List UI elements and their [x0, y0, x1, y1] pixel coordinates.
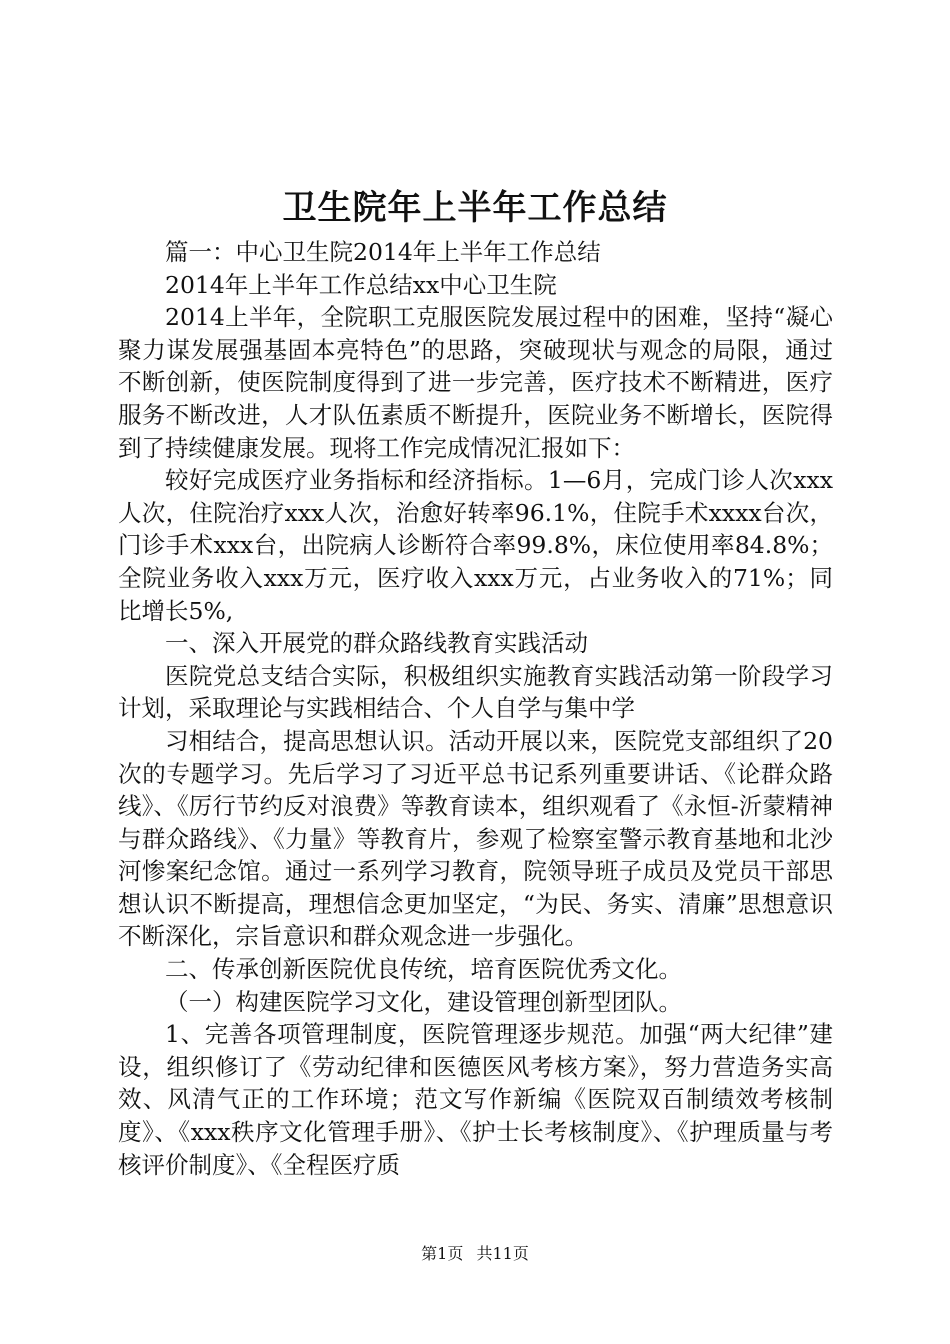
paragraph-management: 1、完善各项管理制度，医院管理逐步规范。加强“两大纪律”建设，组织修订了《劳动纪律和医德医风考核方案》，努力营造务实高效、风清气正的工作环境；范文写作新编《医院双百制绩效考核制度》、《xxx秩序文化管理手册》、《护士长考核制度》、《护理质量与考核评价制度》、《全程医疗质 — [118, 1020, 833, 1179]
document-body — [118, 236, 833, 1181]
page-footer — [0, 1243, 950, 1265]
subsection-heading-1: （一）构建医院学习文化，建设管理创新型团队。 — [165, 987, 682, 1016]
page-number: 第1页 — [421, 1244, 464, 1263]
page-title: 卫生院年上半年工作总结 — [282, 188, 668, 228]
paragraph-party-study-cont: 习相结合，提高思想认识。活动开展以来，医院党支部组织了20次的专题学习。先后学习了习近平总书记系列重要讲话、《论群众路线》、《厉行节约反对浪费》等教育读本，组织观看了《永恒-沂蒙精神与群众路线》、《力量》等教育片，参观了检察室警示教育基地和北沙河惨案纪念馆。通过一系列学习教育，院领导班子成员及党员干部思想认识不断提高，理想信念更加坚定，“为民、务实、清廉”思想意识不断深化，宗旨意识和群众观念进一步强化。 — [118, 726, 833, 951]
paragraph-intro: 2014上半年，全院职工克服医院发展过程中的困难，坚持“凝心聚力谋发展强基固本亮特色”的思路，突破现状与观念的局限，通过不断创新，使医院制度得到了进一步完善，医疗技术不断精进，医疗服务不断改进，人才队伍素质不断提升，医院业务不断增长，医院得到了持续健康发展。现将工作完成情况汇报如下： — [118, 303, 833, 462]
page-total: 共11页 — [476, 1244, 529, 1263]
paragraph-party-study: 医院党总支结合实际，积极组织实施教育实践活动第一阶段学习计划，采取理论与实践相结合、个人自学与集中学 — [118, 661, 833, 723]
section-heading-2: 二、传承创新医院优良传统，培育医院优秀文化。 — [165, 955, 682, 984]
paragraph-subheading: 2014年上半年工作总结xx中心卫生院 — [165, 270, 557, 299]
paragraph-indicators: 较好完成医疗业务指标和经济指标。1—6月，完成门诊人次xxx人次，住院治疗xxx人次，治愈好转率96.1%，住院手术xxxx台次，门诊手术xxx台，出院病人诊断符合率99.8%，床位使用率84.8%；全院业务收入xxx万元，医疗收入xxx万元，占业务收入的71%；同比增长5%, — [118, 466, 833, 625]
paragraph-heading: 篇一：中心卫生院2014年上半年工作总结 — [165, 238, 601, 266]
section-heading-1: 一、深入开展党的群众路线教育实践活动 — [165, 629, 588, 658]
